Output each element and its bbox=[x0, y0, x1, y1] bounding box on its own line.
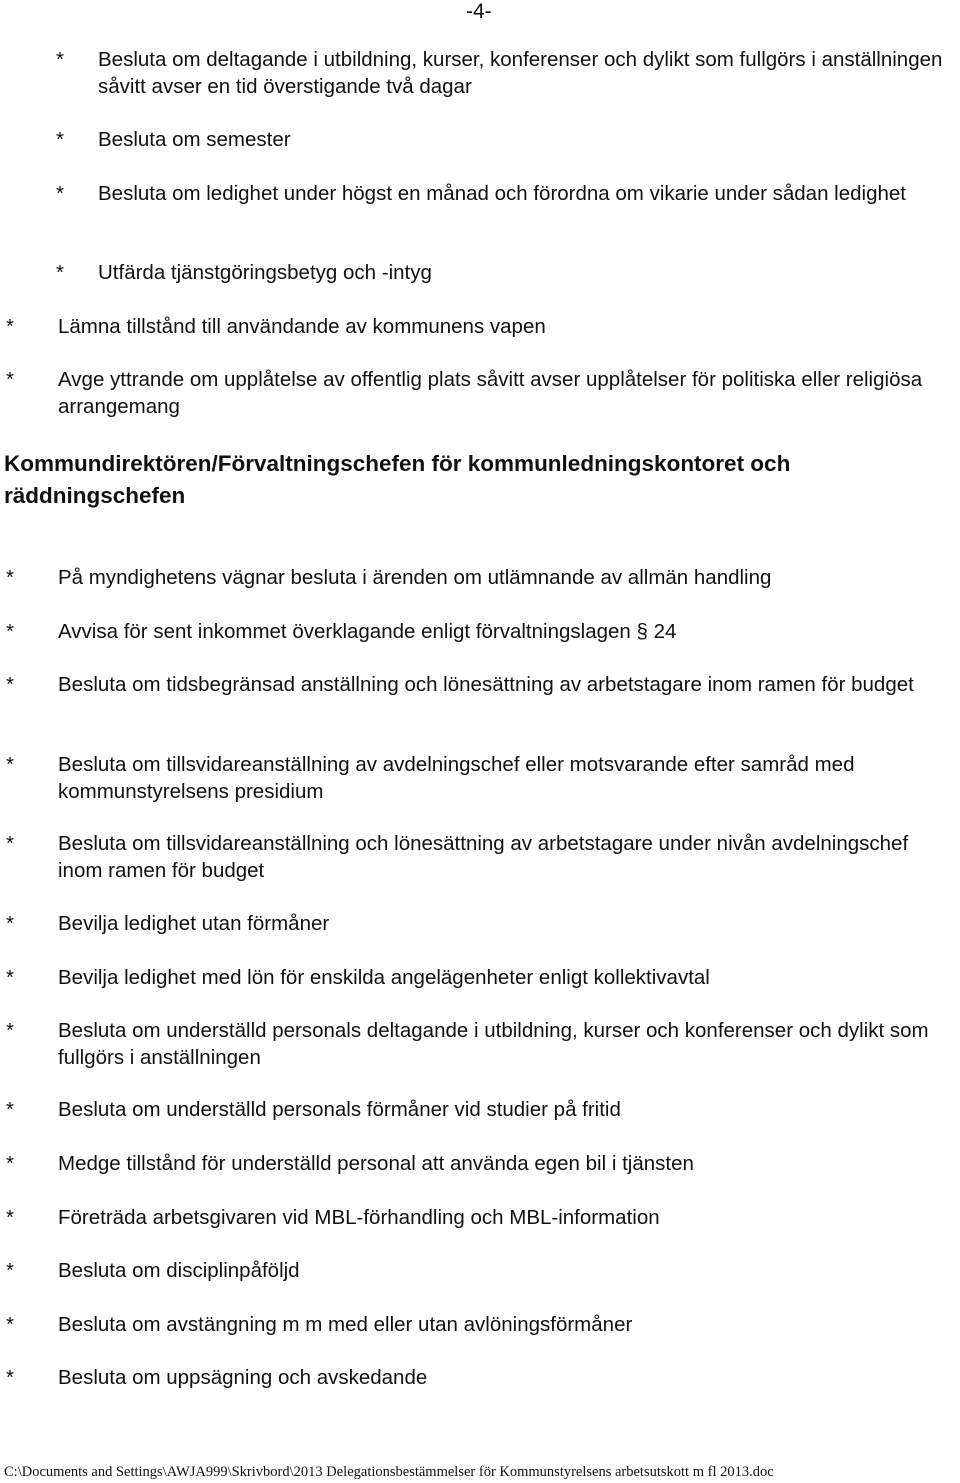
list-bullet: * bbox=[56, 128, 64, 151]
list-item bbox=[56, 260, 960, 287]
list-bullet: * bbox=[6, 1206, 14, 1229]
list-item bbox=[6, 1312, 960, 1339]
list-bullet: * bbox=[6, 1152, 14, 1175]
list-item bbox=[6, 672, 953, 699]
list-item bbox=[6, 1097, 960, 1124]
list-bullet: * bbox=[6, 1098, 14, 1121]
list-item bbox=[56, 47, 960, 100]
list-bullet: * bbox=[6, 966, 14, 989]
list-bullet: * bbox=[6, 315, 14, 338]
list-bullet: * bbox=[56, 48, 64, 71]
list-bullet: * bbox=[6, 753, 14, 776]
list-item-text: Besluta om tillsvidareanställning av avdelningschef eller motsvarande efter samråd med kommunstyrelsens presidium bbox=[58, 753, 855, 803]
list-item bbox=[6, 752, 960, 805]
list-item-text: Bevilja ledighet med lön för enskilda angelägenheter enligt kollektivavtal bbox=[58, 966, 710, 989]
list-item-text: Avvisa för sent inkommet överklagande enligt förvaltningslagen § 24 bbox=[58, 620, 677, 643]
footer-file-path: C:\Documents and Settings\AWJA999\Skrivbord\2013 Delegationsbestämmelser för Kommunstyrelsens arbetsutskott m fl 2013.doc bbox=[4, 1464, 774, 1480]
list-item-text: På myndighetens vägnar besluta i ärenden om utlämnande av allmän handling bbox=[58, 566, 772, 589]
list-item-text: Besluta om uppsägning och avskedande bbox=[58, 1366, 428, 1389]
list-item bbox=[6, 367, 953, 420]
list-item-text: Avge yttrande om upplåtelse av offentlig plats såvitt avser upplåtelser för politiska eller religiösa arrangemang bbox=[58, 368, 923, 418]
list-item bbox=[6, 1205, 960, 1232]
list-bullet: * bbox=[6, 1366, 14, 1389]
list-item bbox=[6, 1151, 960, 1178]
list-bullet: * bbox=[6, 566, 14, 589]
list-bullet: * bbox=[6, 1259, 14, 1282]
list-item-text: Besluta om ledighet under högst en månad och förordna om vikarie under sådan ledighet bbox=[98, 182, 906, 205]
list-item bbox=[56, 127, 960, 154]
list-item-text: Besluta om avstängning m m med eller utan avlöningsförmåner bbox=[58, 1313, 633, 1336]
page-number: -4- bbox=[466, 0, 492, 23]
list-item-text: Besluta om underställd personals förmåner vid studier på fritid bbox=[58, 1098, 621, 1121]
list-item bbox=[6, 619, 960, 646]
list-bullet: * bbox=[6, 832, 14, 855]
list-item bbox=[6, 314, 960, 341]
list-item-text: Besluta om underställd personals deltagande i utbildning, kurser och konferenser och dylikt som fullgörs i anställningen bbox=[58, 1019, 929, 1069]
list-item-text: Besluta om disciplinpåföljd bbox=[58, 1259, 300, 1282]
list-item bbox=[56, 181, 918, 208]
list-item-text: Besluta om tidsbegränsad anställning och lönesättning av arbetstagare inom ramen för budget bbox=[58, 673, 914, 696]
list-bullet: * bbox=[6, 1313, 14, 1336]
list-bullet: * bbox=[6, 1019, 14, 1042]
list-item bbox=[6, 831, 938, 884]
list-item-text: Medge tillstånd för underställd personal att använda egen bil i tjänsten bbox=[58, 1152, 694, 1175]
list-item-text: Lämna tillstånd till användande av kommunens vapen bbox=[58, 315, 546, 338]
list-item-text: Besluta om deltagande i utbildning, kurser, konferenser och dylikt som fullgörs i anställningen såvitt avser en tid överstigande två dagar bbox=[98, 48, 943, 98]
list-item bbox=[6, 965, 960, 992]
list-item-text: Bevilja ledighet utan förmåner bbox=[58, 912, 330, 935]
list-item bbox=[6, 1365, 960, 1392]
list-bullet: * bbox=[6, 368, 14, 391]
section-heading: Kommundirektören/Förvaltningschefen för kommunledningskontoret och räddningschefen bbox=[4, 451, 791, 508]
list-item-text: Besluta om semester bbox=[98, 128, 291, 151]
list-bullet: * bbox=[56, 182, 64, 205]
list-item bbox=[6, 1018, 958, 1071]
list-bullet: * bbox=[6, 620, 14, 643]
list-item bbox=[6, 1258, 960, 1285]
list-item-text: Besluta om tillsvidareanställning och lönesättning av arbetstagare under nivån avdelningschef inom ramen för budget bbox=[58, 832, 909, 882]
list-bullet: * bbox=[6, 673, 14, 696]
list-item bbox=[6, 911, 960, 938]
list-item-text: Företräda arbetsgivaren vid MBL-förhandling och MBL-information bbox=[58, 1206, 660, 1229]
list-bullet: * bbox=[56, 261, 64, 284]
list-item-text: Utfärda tjänstgöringsbetyg och -intyg bbox=[98, 261, 432, 284]
list-item bbox=[6, 565, 960, 592]
list-bullet: * bbox=[6, 912, 14, 935]
